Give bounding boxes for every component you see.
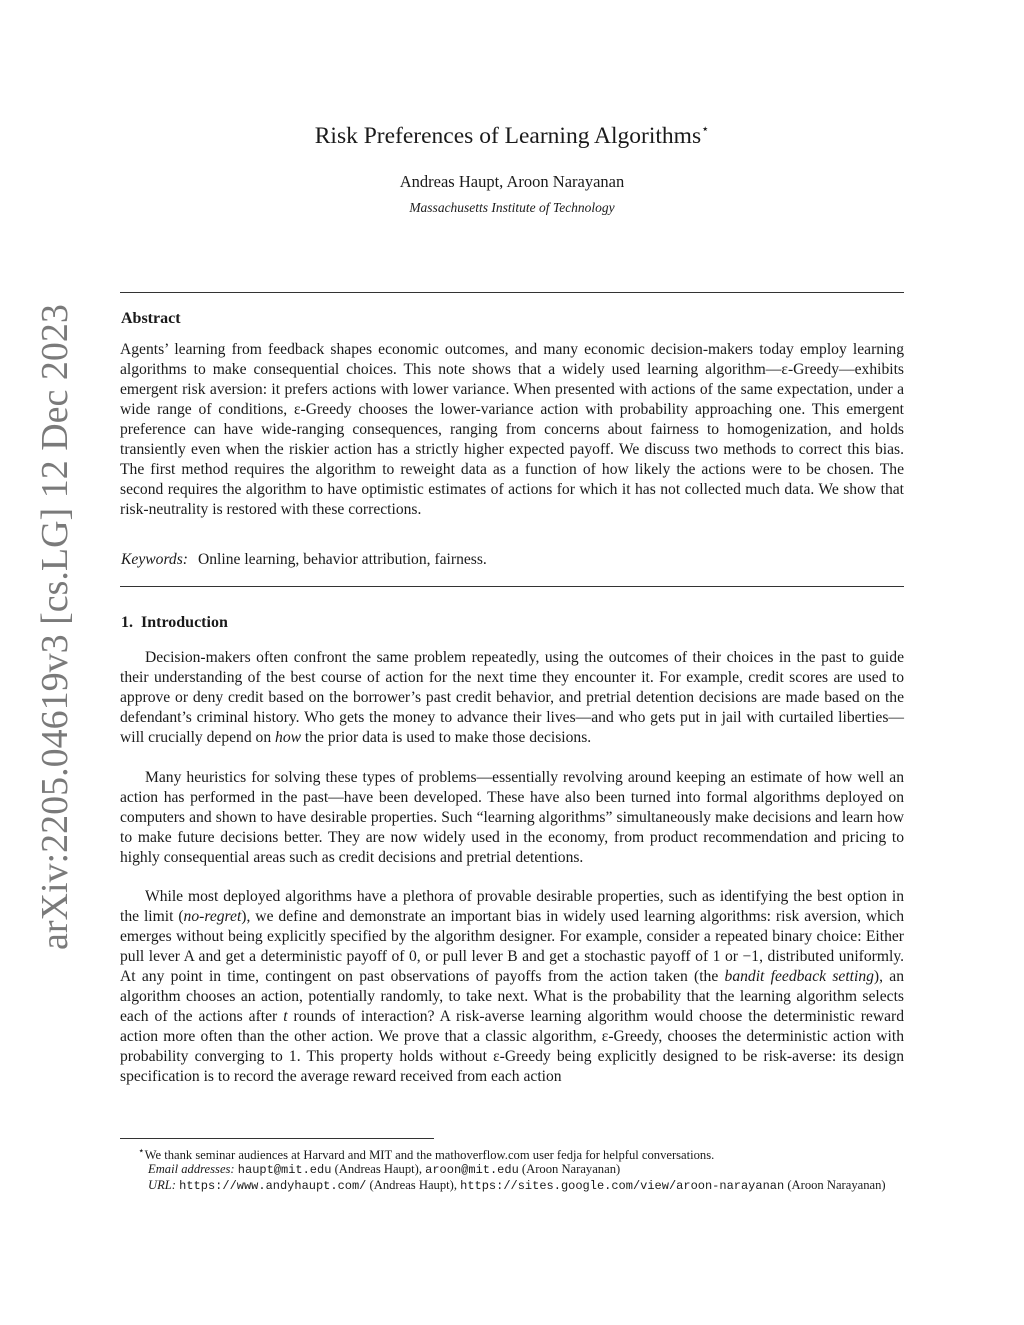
- intro-p3-no-regret: no-regret: [183, 907, 242, 925]
- intro-p3-text-c: ), we define and demonstrate an important bias in widely used learning algorithms: risk aversion, which emerges without being explicitly specified by the algorithm designer. For example, consider a repeated binary choice: Either pull lever A and get a deterministic payoff of 0, or pull lever B and get a stochastic payoff of 1 or −1, distributed uniformly. At any point in time, contingent on past observations of payoffs from the action taken (the: [120, 907, 904, 985]
- url-label: URL:: [148, 1178, 176, 1192]
- title-footnote-mark: ⋆: [701, 121, 710, 136]
- email-owner-1: (Andreas Haupt),: [331, 1162, 426, 1176]
- intro-paragraph-2: Many heuristics for solving these types of problems—essentially revolving around keeping an estimate of how well an action has performed in the past—have been developed. These have also been turned into formal algorithms deployed on computers and shown to have desirable properties. Such “learning algorithms” simultaneously make decisions and learn how to make future decisions better. They are now widely used in the economy, from product recommendation and pricing to highly consequential areas such as credit decisions and pretrial detentions.: [120, 769, 904, 866]
- footnote-divider: [120, 1138, 434, 1139]
- paper-title-text: Risk Preferences of Learning Algorithms: [314, 123, 702, 149]
- footnote-emails: [120, 1161, 904, 1179]
- abstract-text: Agents’ learning from feedback shapes economic outcomes, and many economic decision-makers today employ learning algorithms to make consequential choices. This note shows that a widely used learning algorithm—ε-Greedy—exhibits emergent risk aversion: it prefers actions with lower variance. When presented with actions of the same expectation, under a wide range of conditions, ε-Greedy chooses the lower-variance action with probability approaching one. This emergent preference can have wide-ranging consequences, ranging from concerns about fairness to homogenization, and holds transiently even when the riskier action has a strictly higher expected payoff. We discuss two methods to correct this bias. The first method requires the algorithm to reweight data as a function of how likely the actions were to be chosen. The second requires the algorithm to have optimistic estimates of actions for which it has not collected much data. We show that risk-neutrality is restored with these corrections.: [120, 341, 904, 518]
- intro-p3-variable-t: t: [283, 1007, 288, 1025]
- top-divider: [120, 292, 904, 293]
- author-list: Andreas Haupt, Aroon Narayanan: [399, 172, 625, 191]
- keywords-line: [121, 550, 487, 570]
- intro-paragraph-1: [120, 648, 904, 748]
- url-link-haupt[interactable]: https://www.andyhaupt.com/: [179, 1179, 367, 1193]
- email-link-narayanan[interactable]: aroon@mit.edu: [425, 1163, 519, 1177]
- intro-p1-emphasis: how: [275, 728, 302, 746]
- keywords-text: Online learning, behavior attribution, fairness.: [198, 551, 487, 568]
- intro-p3-bandit-feedback: bandit feedback setting: [724, 967, 874, 985]
- arxiv-identifier-stamp: arXiv:2205.04619v3 [cs.LG] 12 Dec 2023: [34, 304, 76, 950]
- footnote-mark: ⋆: [138, 1146, 145, 1157]
- intro-p1-text-end: the prior data is used to make those decisions.: [301, 728, 592, 746]
- intro-p3-text-e: ), an algorithm chooses an action, potentially randomly, to take next. What is the probability that the learning algorithm selects each of the actions after: [120, 967, 905, 1025]
- email-owner-2: (Aroon Narayanan): [518, 1162, 621, 1176]
- paper-title: [120, 114, 904, 151]
- intro-p3-text-g: rounds of interaction? A risk-averse learning algorithm would choose the deterministic reward action more often than the other action. We prove that a classic algorithm, ε-Greedy, chooses the deterministic action with probability converging to 1. This property holds without ε-Greedy being explicitly designed to be risk-averse: its design specification is to record the average reward received from each action: [120, 1007, 904, 1085]
- url-link-narayanan[interactable]: https://sites.google.com/view/aroon-narayanan: [460, 1179, 785, 1193]
- abstract-heading: Abstract: [121, 310, 181, 327]
- intro-p1-text: Decision-makers often confront the same problem repeatedly, using the outcomes of their choices in the past to guide their understanding of the best course of action for the next time they encounter it. For example, credit scores are used to approve or deny credit based on the borrower’s past credit behavior, and pretrial detention decisions are made based on the defendant’s criminal history. Who gets the money to advance their lives—and who gets put in jail with curtailed liberties—will crucially depend on: [120, 649, 904, 746]
- section-heading-introduction: [121, 612, 228, 634]
- section-number: 1.: [121, 614, 133, 631]
- email-label: Email addresses:: [148, 1162, 235, 1176]
- keywords-label: Keywords:: [121, 551, 188, 568]
- url-owner-2: (Aroon Narayanan): [784, 1178, 886, 1192]
- section-title: Introduction: [141, 614, 228, 631]
- footnote-urls: [120, 1177, 904, 1195]
- url-owner-1: (Andreas Haupt),: [366, 1178, 461, 1192]
- footnote-thanks-text: We thank seminar audiences at Harvard and MIT and the mathoverflow.com user fedja for helpful conversations.: [144, 1148, 715, 1163]
- intro-paragraph-3: [120, 887, 904, 1087]
- email-link-haupt[interactable]: haupt@mit.edu: [237, 1163, 332, 1177]
- bottom-divider: [120, 586, 904, 587]
- affiliation: Massachusetts Institute of Technology: [409, 200, 615, 215]
- intro-p3-text-a: While most deployed algorithms have a plethora of provable desirable properties, such as identifying the best option in the limit (: [120, 888, 904, 925]
